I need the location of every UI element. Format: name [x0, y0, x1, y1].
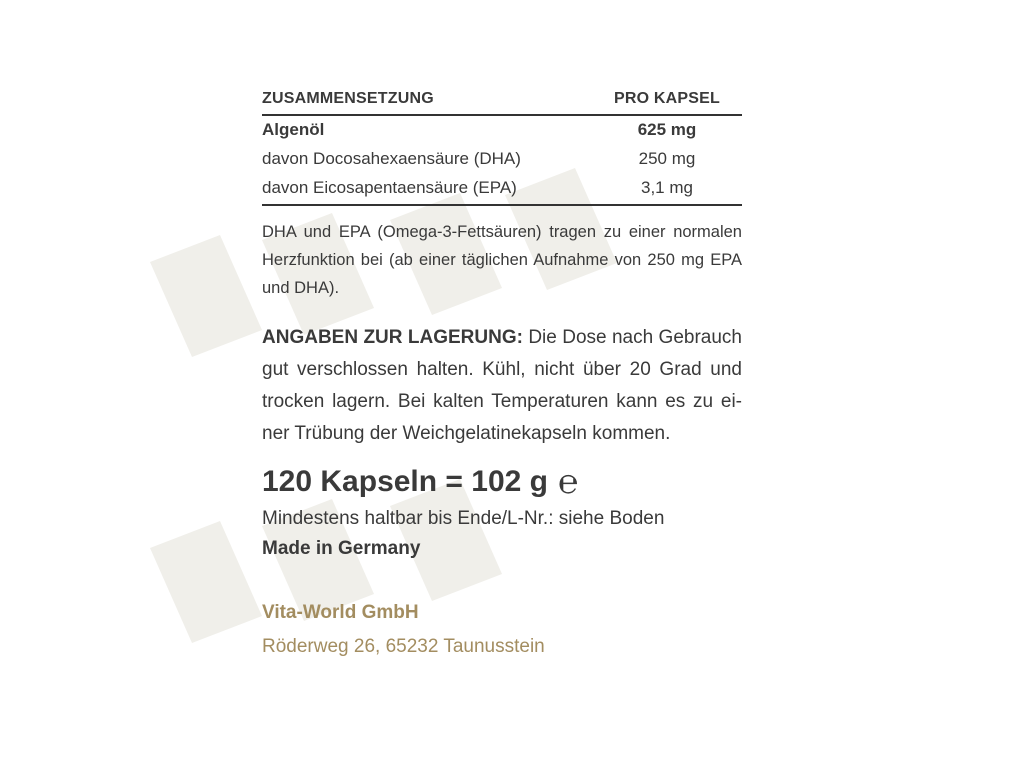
quantity-line: [262, 462, 742, 502]
header-ingredient: ZUSAMMENSETZUNG: [262, 80, 592, 115]
health-claim: DHA und EPA (Omega-3-Fettsäuren) tragen zu einer normalen Herzfunktion bei (ab einer täglichen Aufnahme von 250 mg EPA und DHA).: [262, 223, 742, 297]
table-row: [262, 115, 742, 145]
ingredient-name: davon Eicosapentaensäure (EPA): [262, 174, 592, 205]
header-amount: PRO KAPSEL: [592, 80, 742, 115]
best-before: Mindestens haltbar bis Ende/L-Nr.: siehe Boden: [262, 508, 665, 529]
composition-table: [262, 80, 742, 206]
storage-text: Die Dose nach Gebrauch gut verschlossen halten. Kühl, nicht über 20 Grad und trocken lagern. Bei kalten Temperaturen kann es zu einer Trübung der Weichgelatinekapseln kommen.: [262, 327, 742, 444]
table-row: [262, 145, 742, 174]
table-row: [262, 174, 742, 205]
label-content: [262, 80, 742, 662]
estimated-sign-icon: ℮: [558, 463, 579, 501]
ingredient-amount: 250 mg: [638, 149, 696, 168]
ingredient-name: davon Docosahexaensäure (DHA): [262, 149, 521, 168]
ingredient-name: Algenöl: [262, 120, 325, 139]
net-quantity: 120 Kapseln = 102 g: [262, 465, 548, 498]
storage-info: [262, 322, 742, 450]
storage-label: ANGABEN ZUR LAGERUNG:: [262, 327, 523, 348]
composition-header-row: [262, 80, 742, 115]
country-of-origin: Made in Germany: [262, 538, 421, 559]
company-address: Röderweg 26, 65232 Taunusstein: [262, 636, 545, 657]
ingredient-amount: 3,1 mg: [592, 174, 742, 205]
company-name: Vita-World GmbH: [262, 602, 419, 623]
watermark-shape: [150, 235, 262, 357]
ingredient-amount: 625 mg: [637, 120, 697, 139]
watermark-shape: [150, 521, 262, 643]
